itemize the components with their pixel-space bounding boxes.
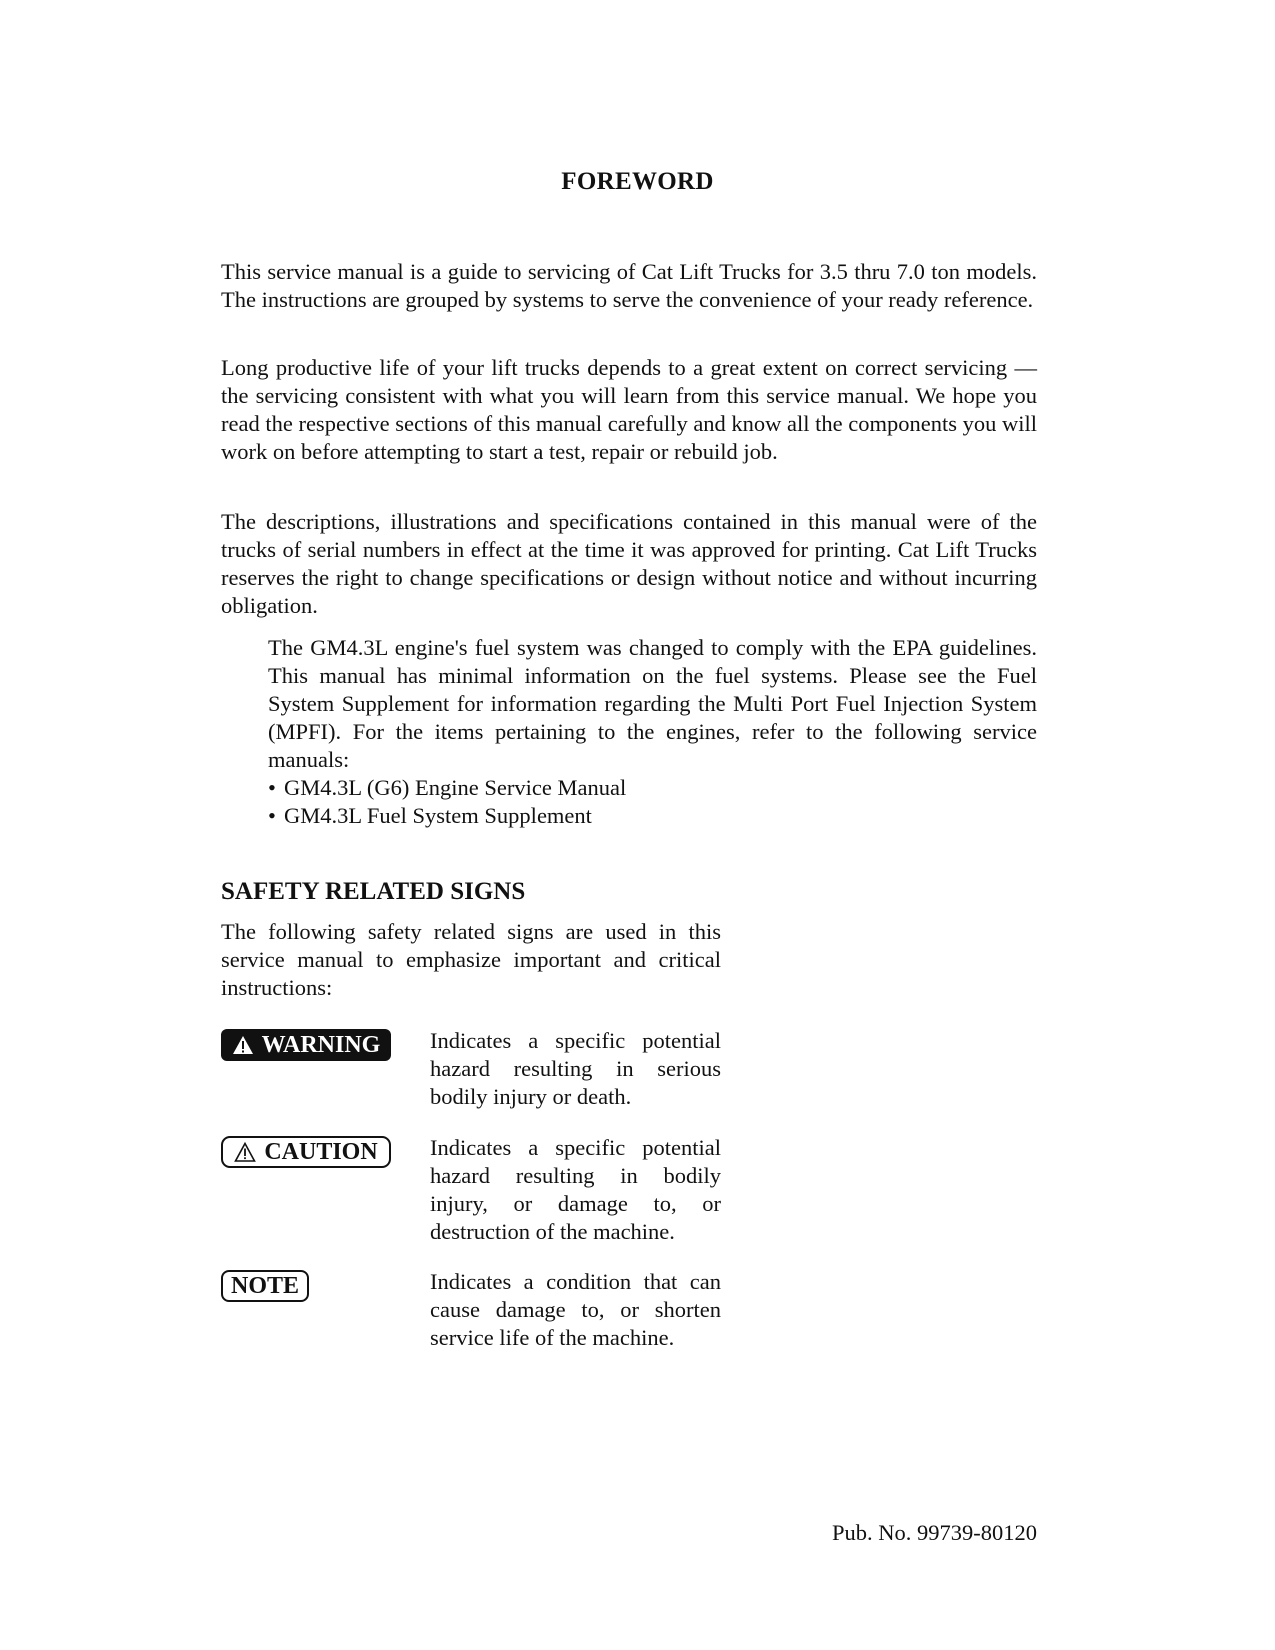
caution-description: Indicates a specific potential hazard resulting in bodily injury, or damage to, or destruction of the machine.	[430, 1135, 721, 1244]
caution-triangle-icon	[234, 1142, 256, 1162]
caution-badge	[221, 1136, 391, 1168]
foreword-paragraph-1: This service manual is a guide to servicing of Cat Lift Trucks for 3.5 thru 7.0 ton models. The instructions are grouped by systems to serve the convenience of your ready reference.	[221, 259, 1037, 312]
bullet-icon: •	[268, 775, 276, 800]
caution-label: CAUTION	[264, 1138, 378, 1165]
publication-number: Pub. No. 99739-80120	[831, 1520, 1037, 1545]
list-item	[268, 802, 1037, 830]
page-title: FOREWORD	[561, 168, 714, 195]
note-badge	[221, 1270, 309, 1302]
engine-note-text: The GM4.3L engine's fuel system was changed to comply with the EPA guidelines. This manual has minimal information on the fuel systems. Please see the Fuel System Supplement for information regarding the Multi Port Fuel Injection System (MPFI). For the items pertaining to the engines, refer to the following service manuals:	[268, 635, 1037, 772]
note-label: NOTE	[230, 1272, 299, 1299]
list-item-text: GM4.3L Fuel System Supplement	[284, 803, 592, 828]
bullet-icon: •	[268, 803, 276, 828]
service-manual-list	[268, 774, 1037, 830]
safety-heading: SAFETY RELATED SIGNS	[221, 878, 526, 905]
engine-fuel-system-note	[268, 634, 1037, 830]
warning-label: WARNING	[261, 1031, 381, 1058]
safety-intro: The following safety related signs are used in this service manual to emphasize important and critical instructions:	[221, 919, 721, 1000]
list-item-text: GM4.3L (G6) Engine Service Manual	[284, 775, 627, 800]
warning-triangle-icon	[232, 1035, 254, 1055]
foreword-paragraph-3: The descriptions, illustrations and specifications contained in this manual were of the trucks of serial numbers in effect at the time it was approved for printing. Cat Lift Trucks reserves the right to change specifications or design without notice and without incurring obligation.	[221, 509, 1037, 618]
list-item	[268, 774, 1037, 802]
warning-badge	[221, 1029, 391, 1061]
foreword-paragraph-2: Long productive life of your lift trucks depends to a great extent on correct servicing — the servicing consistent with what you will learn from this service manual. We hope you read the respective sections of this manual carefully and know all the components you will work on before attempting to start a test, repair or rebuild job.	[221, 355, 1038, 464]
note-description: Indicates a condition that can cause damage to, or shorten service life of the machine.	[430, 1269, 721, 1350]
warning-description: Indicates a specific potential hazard resulting in serious bodily injury or death.	[430, 1028, 721, 1109]
